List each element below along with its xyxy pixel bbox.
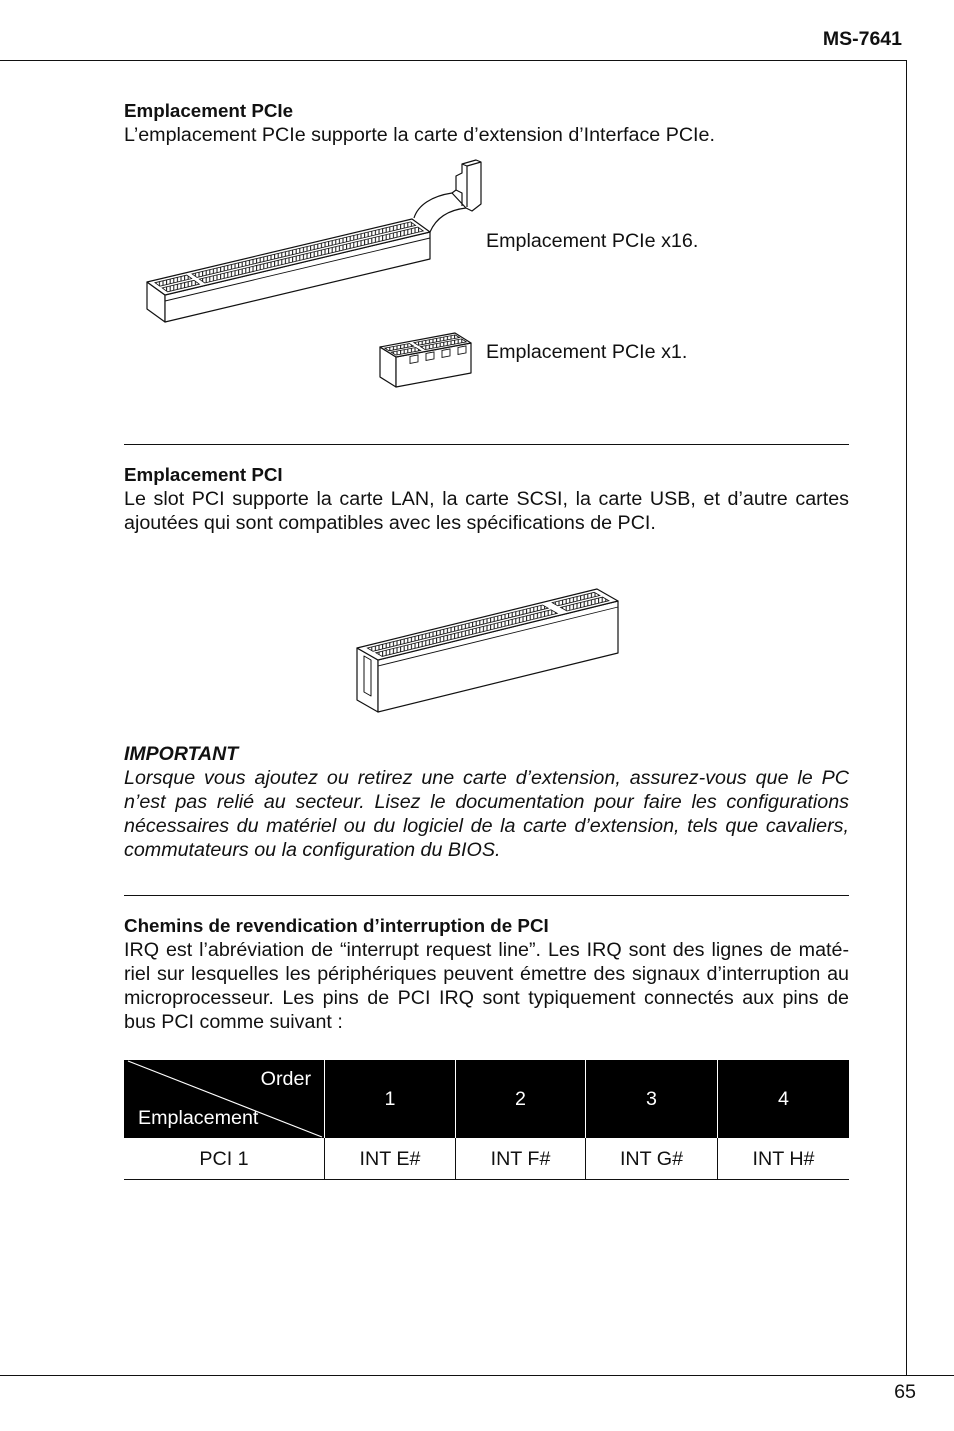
important-line: commutateurs ou la configuration du BIOS. [124, 839, 501, 861]
pci-paragraph-line: ajoutées qui sont compatibles avec les spécifications de PCI. [124, 512, 656, 534]
model-number: MS-7641 [822, 28, 902, 50]
important-title: IMPORTANT [124, 743, 239, 765]
irq-paragraph-line: IRQ est l’abréviation de “interrupt request line”. Les IRQ sont des lignes de maté- [124, 939, 849, 961]
table-corner-cell [124, 1060, 324, 1138]
table-header-cell: 4 [717, 1060, 849, 1138]
table-cell: INT H# [717, 1138, 849, 1179]
pci-slot-illustration [350, 582, 625, 718]
footer-rule [0, 1375, 954, 1376]
header-rule [0, 60, 907, 61]
table-cell-slot: PCI 1 [199, 1147, 249, 1170]
table-cell: INT G# [585, 1138, 717, 1179]
right-margin-rule [906, 60, 907, 1376]
important-line: nécessaires du matériel ou du logiciel de la carte d’extension, tels que cavaliers, [124, 815, 849, 837]
corner-label-order: Order [260, 1068, 311, 1090]
corner-label-slot: Emplacement [138, 1107, 259, 1129]
slot-tooth [410, 355, 418, 364]
section-divider [124, 895, 849, 896]
table-header-cell: 1 [324, 1060, 455, 1138]
slot-tooth [458, 346, 466, 355]
pci-paragraph-line: Le slot PCI supporte la carte LAN, la carte SCSI, la carte USB, et d’autre cartes [124, 488, 849, 510]
table-header-row [124, 1060, 849, 1138]
table-header-cell: 2 [455, 1060, 585, 1138]
table-cell: INT F# [455, 1138, 585, 1179]
slot-tooth [426, 352, 434, 361]
irq-paragraph-line: riel sur lesquelles les périphériques peuvent émettre des signaux d’interruption au [124, 963, 849, 985]
irq-routing-table [124, 1060, 849, 1180]
table-cell: INT E# [324, 1138, 455, 1179]
pcie-x16-slot-illustration [140, 155, 485, 330]
table-row [124, 1138, 849, 1180]
retention-latch [414, 160, 481, 232]
table-header-cell: 3 [585, 1060, 717, 1138]
important-line: n’est pas relié au secteur. Lisez le documentation pour faire les configurations [124, 791, 849, 813]
irq-paragraph-line: microprocesseur. Les pins de PCI IRQ sont typiquement connectés aux pins de [124, 987, 849, 1009]
irq-paragraph-line: bus PCI comme suivant : [124, 1011, 343, 1033]
section-divider [124, 444, 849, 445]
irq-section-title: Chemins de revendication d’interruption de PCI [124, 915, 549, 936]
slot-tooth [442, 349, 450, 358]
pcie-description: L’emplacement PCIe supporte la carte d’extension d’Interface PCIe. [124, 124, 715, 146]
pcie-section-title: Emplacement PCIe [124, 100, 294, 121]
slot-end-notch [364, 656, 371, 696]
important-line: Lorsque vous ajoutez ou retirez une carte d’extension, assurez-vous que le PC [124, 767, 849, 789]
page-number: 65 [894, 1381, 916, 1403]
pcie-x1-slot-illustration [372, 328, 478, 394]
pcie-x16-label: Emplacement PCIe x16. [486, 230, 699, 252]
pci-section-title: Emplacement PCI [124, 464, 283, 485]
pcie-x1-label: Emplacement PCIe x1. [486, 341, 688, 363]
